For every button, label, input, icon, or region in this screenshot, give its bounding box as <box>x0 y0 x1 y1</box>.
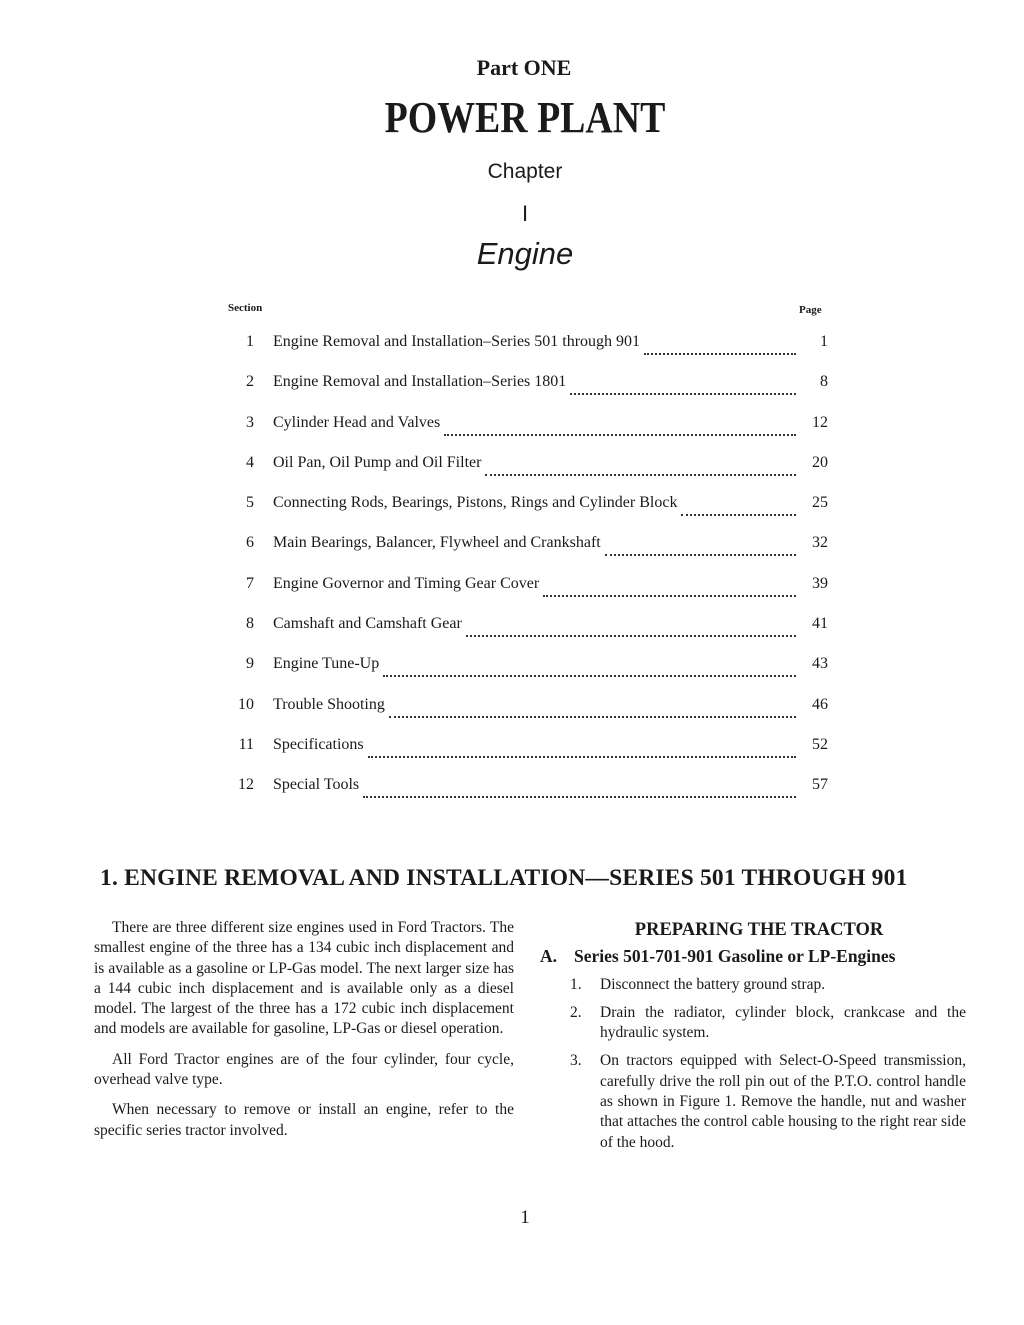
toc-row <box>234 371 830 411</box>
step-number: 1. <box>570 975 582 993</box>
intro-column <box>94 918 514 1151</box>
intro-paragraph: When necessary to remove or install an engine, refer to the specific series tractor involved. <box>94 1101 514 1139</box>
toc-page-number: 1 <box>820 333 828 350</box>
section-heading: 1. ENGINE REMOVAL AND INSTALLATION—SERIES 501 THROUGH 901 <box>100 865 908 891</box>
toc-section-title: Engine Tune-Up <box>273 655 380 673</box>
toc-section-number: 12 <box>238 776 254 794</box>
procedure-step <box>540 1003 966 1044</box>
toc-dot-leader <box>389 698 796 718</box>
toc-section-number: 8 <box>246 615 254 633</box>
toc-dot-leader <box>485 456 796 476</box>
step-number: 3. <box>570 1052 582 1070</box>
toc-page-number: 12 <box>812 413 828 431</box>
procedure-step <box>540 975 966 995</box>
toc-row <box>234 694 830 734</box>
step-number: 2. <box>570 1003 582 1021</box>
toc-page-number: 41 <box>812 615 828 633</box>
toc-section-title: Camshaft and Camshaft Gear <box>273 615 462 633</box>
toc-row <box>234 492 830 532</box>
toc-section-number: 5 <box>246 494 254 512</box>
page-number: 1 <box>520 1207 530 1228</box>
toc-dot-leader <box>644 335 796 355</box>
toc-section-title: Specifications <box>273 735 364 753</box>
toc-section-number: 1 <box>246 333 254 350</box>
toc-dot-leader <box>570 375 796 395</box>
step-text: Disconnect the battery ground strap. <box>600 975 826 993</box>
toc-page-number: 39 <box>812 574 828 592</box>
toc-page-number: 32 <box>812 534 828 552</box>
toc-page-number: 8 <box>820 373 828 391</box>
toc-section-title: Trouble Shooting <box>273 695 385 713</box>
toc-section-number: 7 <box>246 574 254 592</box>
toc-dot-leader <box>466 617 796 637</box>
toc-page-number: 43 <box>812 655 828 673</box>
toc-section-title: Engine Governor and Timing Gear Cover <box>273 574 540 592</box>
toc-section-number: 3 <box>246 413 254 431</box>
toc-dot-leader <box>368 738 796 758</box>
series-letter: A. <box>540 946 558 967</box>
toc-row <box>234 573 830 613</box>
toc-row <box>234 452 830 492</box>
chapter-number: I <box>521 201 529 226</box>
toc-section-number: 9 <box>246 655 254 673</box>
toc-row <box>234 774 830 814</box>
toc-page-number: 46 <box>812 695 828 713</box>
toc-section-title: Special Tools <box>273 776 360 794</box>
toc-section-number: 10 <box>238 695 254 713</box>
step-text: Drain the radiator, cylinder block, crankcase and the hydraulic system. <box>600 1003 966 1042</box>
toc-row <box>234 532 830 572</box>
toc-dot-leader <box>444 416 796 436</box>
toc-dot-leader <box>605 536 796 556</box>
series-title: Series 501-701-901 Gasoline or LP-Engines <box>574 946 896 967</box>
toc-dot-leader <box>383 657 796 677</box>
toc-row <box>234 653 830 693</box>
toc-section-title: Cylinder Head and Valves <box>273 413 441 431</box>
toc-row <box>234 613 830 653</box>
toc-section-title: Engine Removal and Installation–Series 1801 <box>273 373 567 391</box>
intro-paragraph: There are three different size engines used in Ford Tractors. The smallest engine of the three has a 134 cubic inch displacement and is available as a gasoline or LP-Gas model. The next larger size has a 144 cubic inch displacement and is available only as a diesel model. The largest of the three has a 172 cubic inch displacement and models are available for gasoline, LP-Gas or diesel operation. <box>94 919 514 1038</box>
part-label: Part ONE <box>476 55 572 80</box>
toc-section-title: Connecting Rods, Bearings, Pistons, Rings and Cylinder Block <box>273 494 678 512</box>
chapter-title: Engine <box>476 236 574 271</box>
toc-dot-leader <box>543 577 796 597</box>
procedure-column <box>540 920 966 1161</box>
toc-row <box>234 412 830 452</box>
toc-section-number: 11 <box>238 735 254 753</box>
page-title: POWER PLANT <box>384 93 666 142</box>
toc-row <box>234 331 830 371</box>
toc-section-header: Section <box>228 302 263 314</box>
toc-section-number: 6 <box>246 534 254 552</box>
toc-page-number: 57 <box>812 776 828 794</box>
toc-page-number: 52 <box>812 735 828 753</box>
preparing-heading: PREPARING THE TRACTOR <box>634 920 884 940</box>
toc-page-number: 25 <box>812 494 828 512</box>
toc-dot-leader <box>681 496 796 516</box>
toc-section-title: Oil Pan, Oil Pump and Oil Filter <box>273 453 482 471</box>
chapter-label: Chapter <box>487 160 563 183</box>
toc-row <box>234 734 830 774</box>
toc-page-number: 20 <box>812 453 828 471</box>
table-of-contents <box>234 331 830 815</box>
toc-page-header: Page <box>799 304 822 316</box>
toc-section-title: Main Bearings, Balancer, Flywheel and Crankshaft <box>273 534 601 552</box>
toc-section-number: 2 <box>246 373 254 391</box>
toc-section-number: 4 <box>246 453 254 471</box>
toc-dot-leader <box>363 778 796 798</box>
step-text: On tractors equipped with Select-O-Speed transmission, carefully drive the roll pin out of the P.T.O. control handle as shown in Figure 1. Remove the handle, nut and washer that attaches the control cable housing to the right rear side of the hood. <box>600 1052 966 1151</box>
series-heading <box>540 946 966 966</box>
toc-section-title: Engine Removal and Installation–Series 501 through 901 <box>273 333 641 350</box>
intro-paragraph: All Ford Tractor engines are of the four cylinder, four cycle, overhead valve type. <box>94 1050 514 1089</box>
procedure-step <box>540 1051 966 1152</box>
